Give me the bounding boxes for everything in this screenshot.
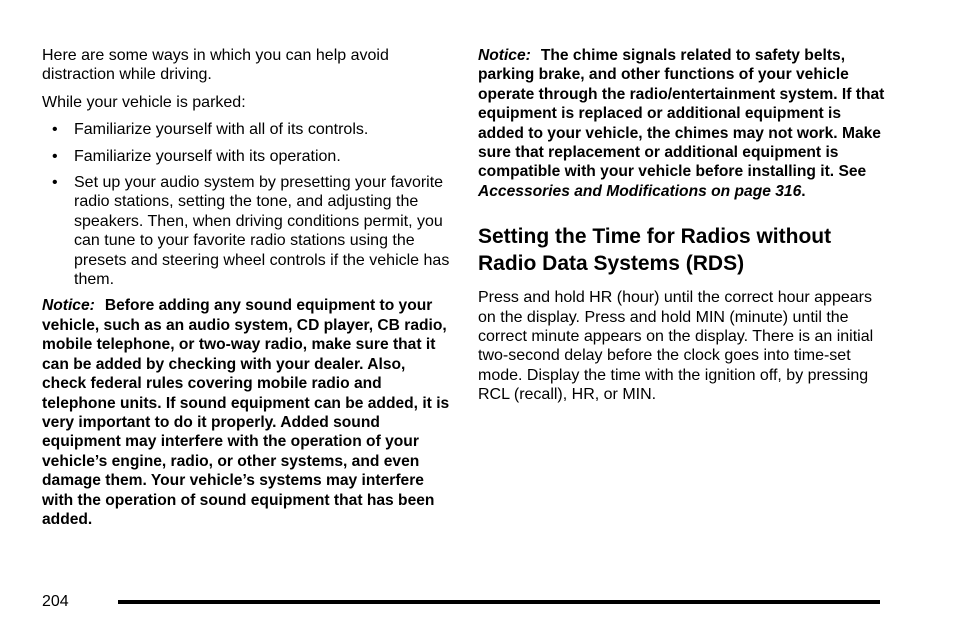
notice-label: Notice:: [478, 47, 531, 64]
cross-reference: Accessories and Modifications on page 316: [478, 182, 802, 200]
section-heading: Setting the Time for Radios without Radio Data Systems (RDS): [478, 225, 832, 276]
parked-paragraph: While your vehicle is parked:: [42, 93, 246, 111]
left-column: [42, 46, 452, 529]
notice-text: Before adding any sound equipment to your vehicle, such as an audio system, CD player, CB radio, mobile telephone, or two-way radio, make sure that it can be added by checking with your dealer. Also, check federal rules covering mobile radio and telephone units. If sound equipment can be added, it is very important to do it properly. Added sound equipment may interfere with the operation of your vehicle’s engine, radio, or other systems, and even damage them. Your vehicle’s systems may interfere with the operation of sound equipment that has been added.: [42, 297, 450, 528]
chime-notice: [478, 46, 888, 201]
bullet-icon: •: [52, 147, 58, 165]
list-item-text: Familiarize yourself with all of its controls.: [74, 121, 369, 139]
bullet-icon: •: [52, 174, 58, 192]
list-item-text: Familiarize yourself with its operation.: [74, 147, 341, 165]
notice-label: Notice:: [42, 297, 95, 315]
sound-equipment-notice: [42, 296, 452, 529]
right-column: [478, 46, 888, 405]
footer-rule: [118, 600, 880, 604]
list-item: [42, 147, 452, 166]
tips-list: [42, 120, 452, 289]
list-item-text: Set up your audio system by presetting your favorite radio stations, setting the tone, and adjusting the speakers. Then, when driving conditions permit, you can tune to your favorite radio stations using the presets and steering wheel controls if the vehicle has them.: [74, 174, 450, 289]
notice-end: .: [801, 182, 806, 200]
section-body: Press and hold HR (hour) until the correct hour appears on the display. Press and hold MIN (minute) until the correct minute appears on the display. There is an initial two-second delay before the clock goes into time-set mode. Display the time with the ignition off, by pressing RCL (recall), HR, or MIN.: [478, 289, 874, 404]
intro-paragraph: Here are some ways in which you can help avoid distraction while driving.: [42, 47, 389, 84]
page-number: 204: [42, 593, 69, 610]
list-item: [42, 120, 452, 139]
list-item: [42, 173, 452, 289]
notice-text: The chime signals related to safety belts, parking brake, and other functions of your vehicle operate through the radio/entertainment system. If that equipment is replaced or additional equipment is added to your vehicle, the chimes may not work. Make sure that replacement or additional equipment is compatible with your vehicle before installing it. See: [478, 47, 885, 181]
bullet-icon: •: [52, 121, 58, 139]
